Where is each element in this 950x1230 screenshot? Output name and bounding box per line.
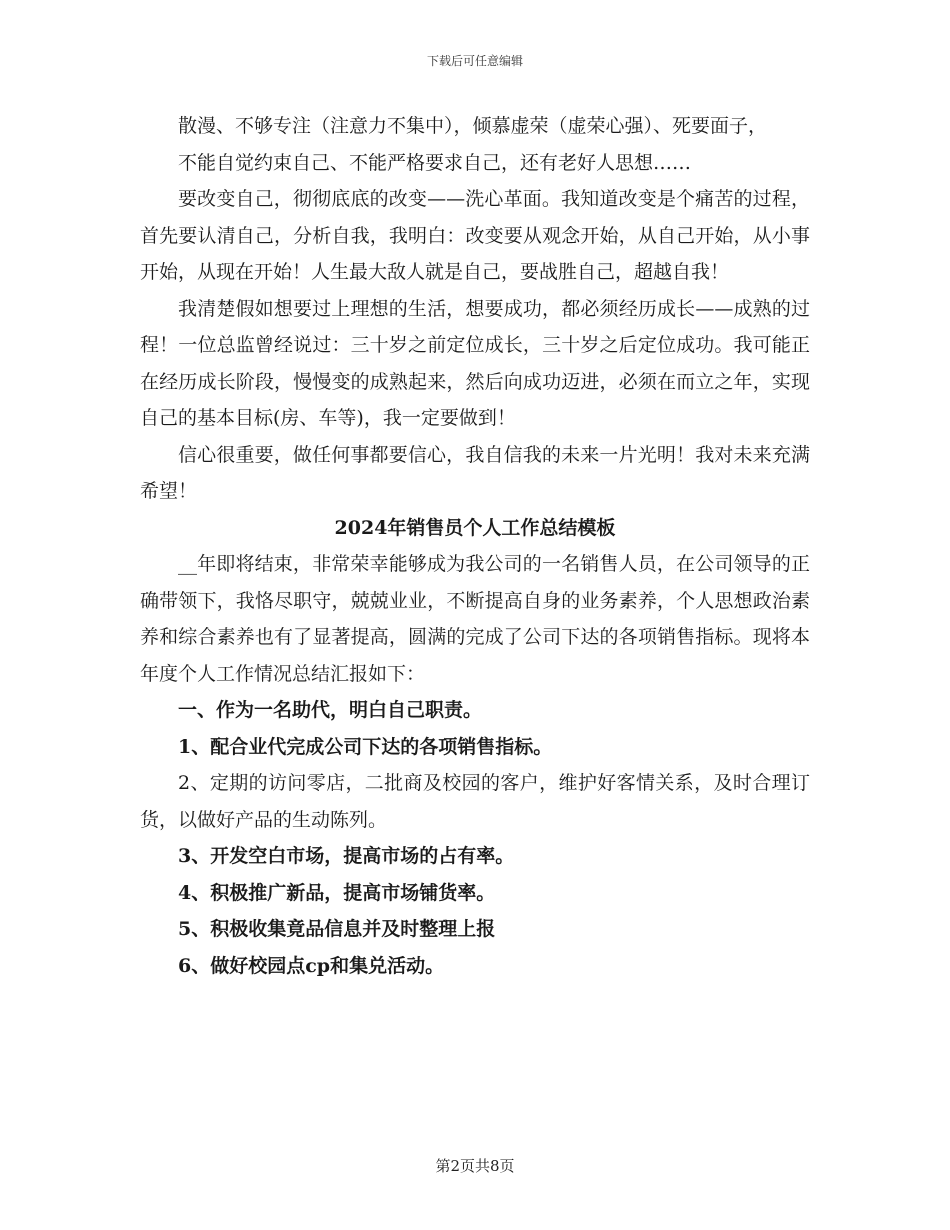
list-item: 3、开发空白市场，提高市场的占有率。	[178, 845, 515, 867]
list-item: 2、定期的访问零店，二批商及校园的客户，维护好客情关系，及时合理订货，以做好产品的生动陈列。	[140, 772, 810, 831]
document-body	[140, 108, 810, 984]
page-number: 第2页共8页	[435, 1157, 515, 1175]
list-item: 6、做好校园点cp和集兑活动。	[178, 954, 445, 977]
list-item: 5、积极收集竟品信息并及时整理上报	[178, 918, 496, 940]
list-item: 1、配合业代完成公司下达的各项销售指标。	[178, 735, 553, 758]
paragraph: 信心很重要，做任何事都要信心，我自信我的未来一片光明！我对未来充满希望！	[140, 443, 810, 502]
page-header: 下载后可任意编辑	[426, 54, 523, 68]
section-heading: 一、作为一名助代，明白自己职责。	[178, 699, 483, 721]
paragraph: 散漫、不够专注（注意力不集中），倾慕虚荣（虚荣心强）、死要面子，	[178, 115, 768, 137]
paragraph: 要改变自己，彻彻底底的改变——洗心革面。我知道改变是个痛苦的过程，首先要认清自己，分析自我，我明白：改变要从观念开始，从自己开始，从小事开始，从现在开始！人生最大敌人就是自己，要战胜自己，超越自我！	[140, 188, 810, 283]
paragraph: 我清楚假如想要过上理想的生活，想要成功，都必须经历成长——成熟的过程！一位总监曾经说过：三十岁之前定位成长，三十岁之后定位成功。我可能正在经历成长阶段，慢慢变的成熟起来，然后向成功迈进，必须在而立之年，实现自己的基本目标(房、车等)，我一定要做到！	[140, 297, 810, 429]
paragraph: __年即将结束，非常荣幸能够成为我公司的一名销售人员，在公司领导的正确带领下，我恪尽职守，兢兢业业，不断提高自身的业务素养，个人思想政治素养和综合素养也有了显著提高，圆满的完成了公司下达的各项销售指标。现将本年度个人工作情况总结汇报如下：	[140, 553, 810, 685]
section-title: 2024年销售员个人工作总结模板	[334, 516, 616, 539]
list-item: 4、积极推广新品，提高市场铺货率。	[178, 881, 496, 904]
paragraph: 不能自觉约束自己、不能严格要求自己，还有老好人思想……	[178, 151, 692, 174]
